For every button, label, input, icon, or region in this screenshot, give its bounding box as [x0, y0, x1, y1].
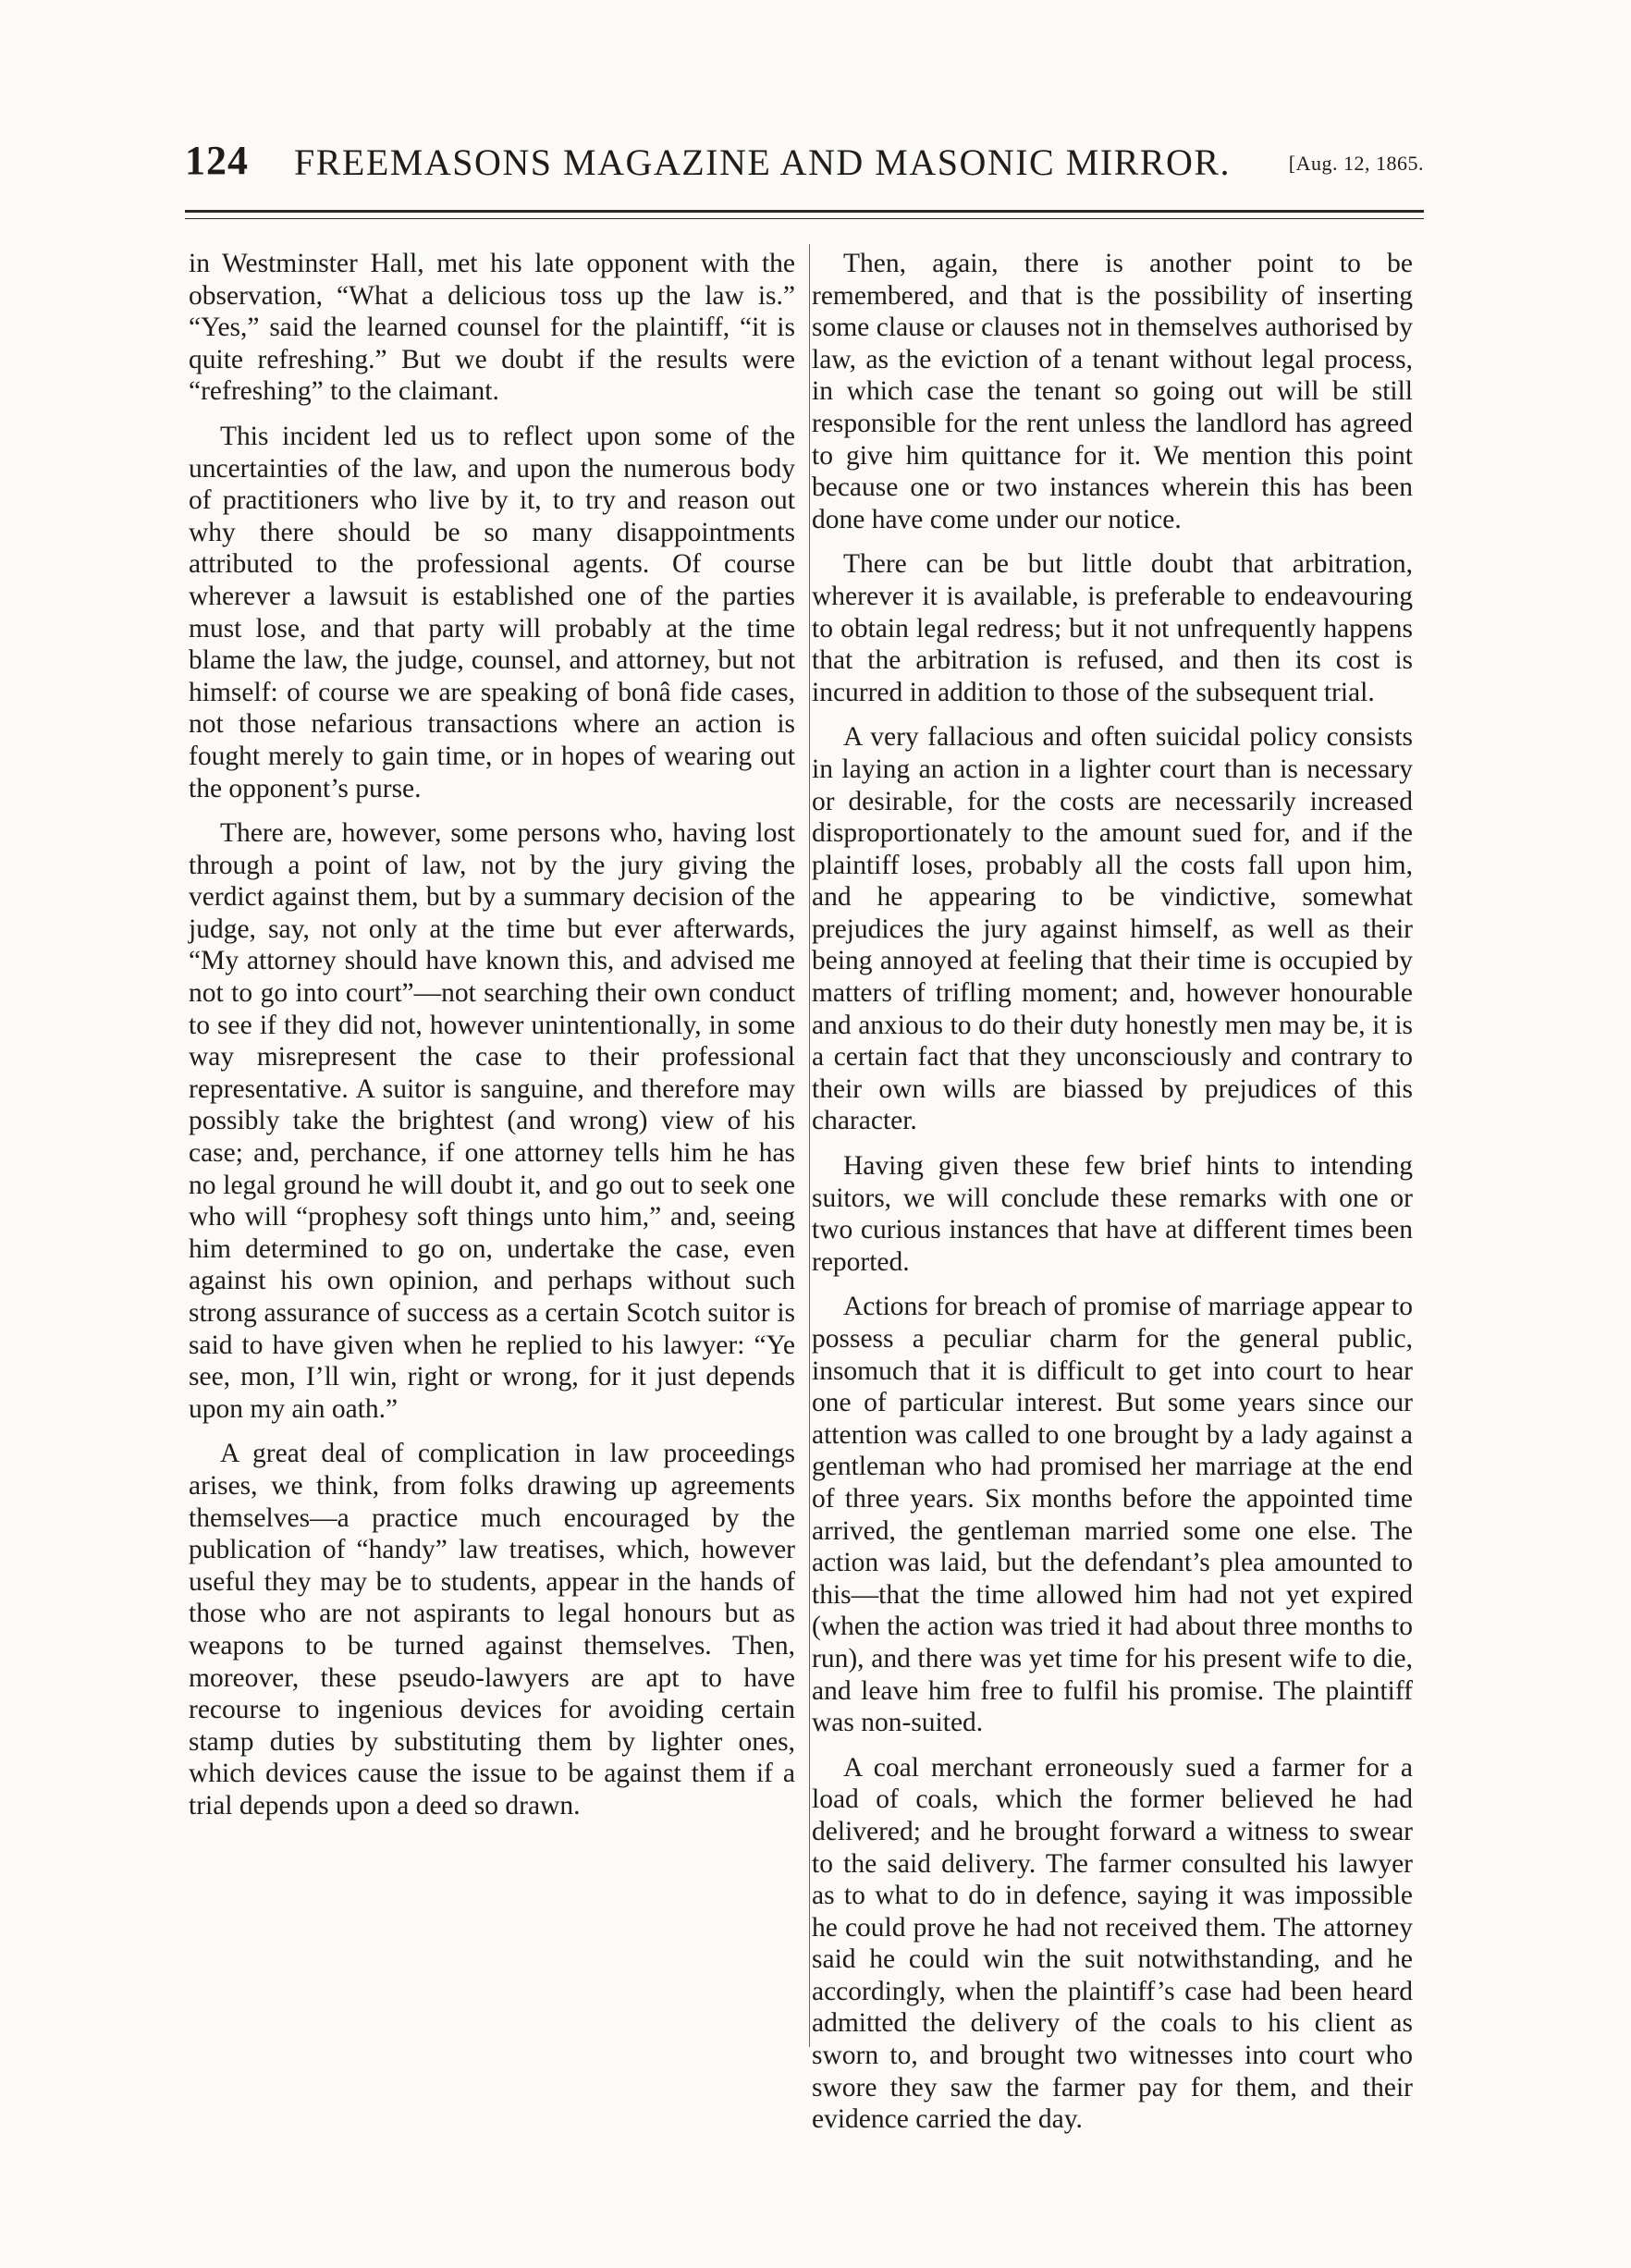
paragraph: Having given these few brief hints to intending suitors, we will conclude these remarks with one or two curious instances that have at different times been reported.: [812, 1151, 1413, 1277]
right-column: [812, 248, 1413, 2149]
paragraph: A very fallacious and often suicidal policy consists in laying an action in a lighter court than is necessary or desirable, for the costs are necessarily increased disproportionately to the amount sued for, and if the plaintiff loses, probably all the costs fall upon him, and he appearing to be vindictive, somewhat prejudices the jury against himself, as well as their being annoyed at feeling that their time is occupied by matters of trifling moment; and, however honourable and anxious to do their duty honestly men may be, it is a certain fact that they unconsciously and contrary to their own wills are biassed by prejudices of this character.: [812, 722, 1413, 1136]
paragraph: Then, again, there is another point to be remembered, and that is the possibility of inserting some clause or clauses not in themselves authorised by law, as the eviction of a tenant without legal process, in which case the tenant so going out will be still responsible for the rent unless the landlord has agreed to give him quittance for it. We mention this point because one or two instances wherein this has been done have come under our notice.: [812, 249, 1413, 534]
page-number: 124: [185, 138, 249, 183]
paragraph: There are, however, some persons who, having lost through a point of law, not by the jury giving the verdict against them, but by a summary decision of the judge, say, not only at the time but ever afterwards, “My attorney should have known this, and advised me not to go into court”—not searching their own conduct to see if they did not, however unintentionally, in some way misrepresent the case to their professional representative. A suitor is sanguine, and therefore may possibly take the brightest (and wrong) view of his case; and, perchance, if one attorney tells him he has no legal ground he will doubt it, and go out to seek one who will “prophesy soft things unto him,” and, seeing him determined to go on, undertake the case, even against his own opinion, and perhaps without such strong assurance of success as a certain Scotch suitor is said to have given when he replied to his lawyer: “Ye see, mon, I’ll win, right or wrong, for it just depends upon my ain oath.”: [189, 818, 795, 1424]
page-header: [185, 137, 1424, 202]
paragraph: A coal merchant erroneously sued a farmer for a load of coals, which the former believed he had delivered; and he brought forward a witness to swear to the said delivery. The farmer consulted his lawyer as to what to do in defence, saying it was impossible he could prove he had not received them. The attorney said he could win the suit notwithstanding, and he accordingly, when the plaintiff’s case had been heard admitted the delivery of the coals to his client as sworn to, and brought two witnesses into court who swore they saw the farmer pay for them, and their evidence carried the day.: [812, 1752, 1413, 2135]
running-title: FREEMASONS MAGAZINE AND MASONIC MIRROR.: [294, 141, 1232, 183]
column-divider: [809, 244, 810, 2047]
header-rule-thin: [185, 218, 1424, 219]
paragraph: Actions for breach of promise of marriage appear to possess a peculiar charm for the general public, insomuch that it is difficult to get into court to hear one of particular interest. But some years since our attention was called to one brought by a lady against a gentleman who had promised her marriage at the end of three years. Six months before the appointed time arrived, the gentleman married some one else. The action was laid, but the defendant’s plea amounted to this—that the time allowed him had not yet expired (when the action was tried it had about three months to run), and there was yet time for his present wife to die, and leave him free to fulfil his promise. The plaintiff was non-suited.: [812, 1292, 1413, 1738]
issue-date: [Aug. 12, 1865.: [1288, 152, 1424, 175]
paragraph: There can be but little doubt that arbitration, wherever it is available, is preferable to endeavouring to obtain legal redress; but it not unfrequently happens that the arbitration is refused, and then its cost is incurred in addition to those of the subsequent trial.: [812, 549, 1413, 707]
paragraph: This incident led us to reflect upon some of the uncertainties of the law, and upon the numerous body of practitioners who live by it, to try and reason out why there should be so many disappointments attributed to the professional agents. Of course wherever a lawsuit is established one of the parties must lose, and that party will probably at the time blame the law, the judge, counsel, and attorney, but not himself: of course we are speaking of bonâ fide cases, not those nefarious transactions where an action is fought merely to gain time, or in hopes of wearing out the opponent’s purse.: [189, 421, 795, 803]
header-rule-thick: [185, 210, 1424, 213]
left-column: [189, 248, 795, 1835]
paragraph: in Westminster Hall, met his late opponent with the observation, “What a delicious toss up the law is.” “Yes,” said the learned counsel for the plaintiff, “it is quite refreshing.” But we doubt if the results were “refreshing” to the claimant.: [189, 249, 795, 407]
paragraph: A great deal of complication in law proceedings arises, we think, from folks drawing up agreements themselves—a practice much encouraged by the publication of “handy” law treatises, which, however useful they may be to students, appear in the hands of those who are not aspirants to legal honours but as weapons to be turned against themselves. Then, moreover, these pseudo-lawyers are apt to have recourse to ingenious devices for avoiding certain stamp duties by substituting them by lighter ones, which devices cause the issue to be against them if a trial depends upon a deed so drawn.: [189, 1439, 795, 1821]
